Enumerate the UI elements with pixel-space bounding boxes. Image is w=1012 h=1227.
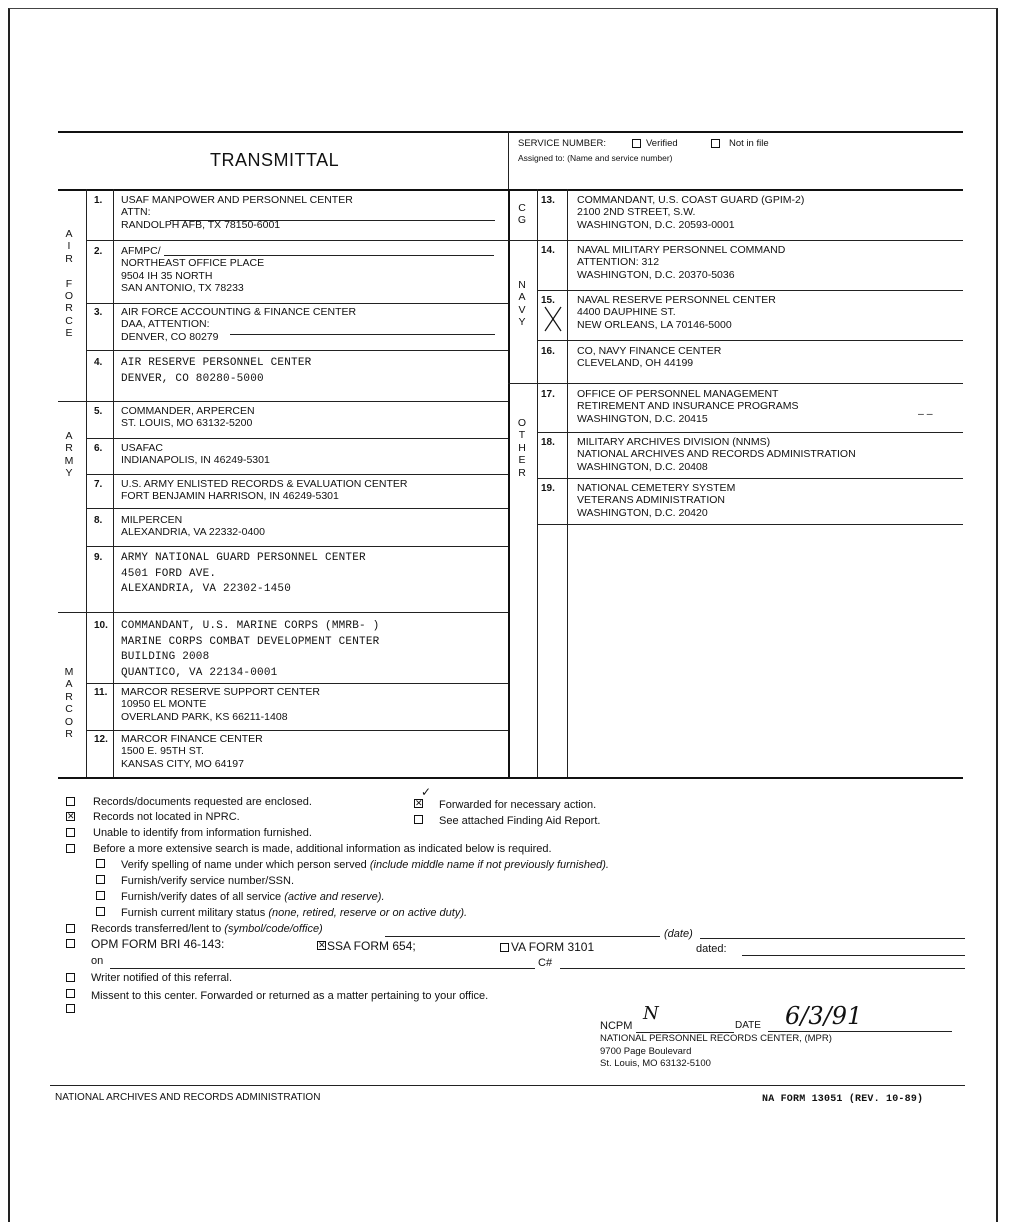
on-fill-line[interactable] <box>110 968 535 969</box>
left-entry-address[interactable] <box>121 306 356 343</box>
address-line: AIR RESERVE PERSONNEL CENTER <box>121 357 312 369</box>
address-line: QUANTICO, VA 22134-0001 <box>121 666 278 679</box>
address-line: 10950 EL MONTE <box>121 698 207 711</box>
row-sep <box>537 340 963 341</box>
header-divider <box>508 131 509 189</box>
address-line: 4501 FORD AVE. <box>121 567 217 580</box>
address-line: U.S. ARMY ENLISTED RECORDS & EVALUATION CENTER <box>121 478 408 490</box>
right-entry-address[interactable] <box>577 194 804 231</box>
furnish-dates-label: Furnish/verify dates of all service (active and reserve). <box>121 891 385 903</box>
address-line: ATTENTION: 312 <box>577 256 660 269</box>
footer-form-id: NA FORM 13051 (REV. 10-89) <box>762 1094 924 1105</box>
address-line: MILITARY ARCHIVES DIVISION (NNMS) <box>577 436 771 448</box>
right-entry-address[interactable] <box>577 294 776 331</box>
address-line: NORTHEAST OFFICE PLACE <box>121 257 265 270</box>
address-line: MARINE CORPS COMBAT DEVELOPMENT CENTER <box>121 635 380 648</box>
row-sep <box>86 508 508 509</box>
address-line: VETERANS ADMINISTRATION <box>577 494 725 507</box>
address-line: RANDOLPH AFB, TX 78150-6001 <box>121 218 281 231</box>
address-line: 2100 2ND STREET, S.W. <box>577 206 696 219</box>
right-num-divider <box>537 189 538 777</box>
left-entry-address[interactable] <box>121 405 255 430</box>
branch-army: A R M Y <box>64 430 74 480</box>
right-entry-address[interactable] <box>577 244 785 281</box>
before-checkbox[interactable] <box>66 844 75 853</box>
forwarded-label: Forwarded for necessary action. <box>439 799 597 811</box>
transferred-label: Records transferred/lent to (symbol/code/office) <box>91 923 323 935</box>
address-line: USAF MANPOWER AND PERSONNEL CENTER <box>121 194 353 206</box>
dated-fill-line[interactable] <box>742 955 965 956</box>
furnish-dates-checkbox[interactable] <box>96 891 105 900</box>
finding-aid-checkbox[interactable] <box>414 815 423 824</box>
furnish-ssn-checkbox[interactable] <box>96 875 105 884</box>
ncpm-value: N <box>643 1003 659 1024</box>
address-line: NAVAL RESERVE PERSONNEL CENTER <box>577 294 776 306</box>
right-entry-address[interactable] <box>577 345 721 370</box>
opm-checkbox[interactable] <box>66 939 75 948</box>
dated-label: dated: <box>696 943 727 955</box>
on-label: on <box>91 955 104 967</box>
right-entry-number: 18. <box>541 437 555 448</box>
address-line: St. Louis, MO 63132-5100 <box>600 1058 711 1069</box>
left-entry-address[interactable] <box>121 442 270 467</box>
address-line: ALEXANDRIA, VA 22332-0400 <box>121 526 265 539</box>
left-entry-number: 2. <box>94 246 103 257</box>
right-entry-number: 17. <box>541 389 555 400</box>
row-sep <box>86 438 508 439</box>
left-num-divider <box>86 189 87 777</box>
afmpc-fill-line[interactable] <box>164 255 494 256</box>
address-line: COMMANDANT, U.S. MARINE CORPS (MMRB- ) <box>121 620 380 632</box>
left-entry-address[interactable] <box>121 551 366 598</box>
address-line: NATIONAL ARCHIVES AND RECORDS ADMINISTRATION <box>577 448 856 461</box>
address-line: ST. LOUIS, MO 63132-5200 <box>121 417 253 430</box>
verify-spelling-label: Verify spelling of name under which person served (include middle name if not previously furnished). <box>121 859 609 871</box>
row-sep <box>86 546 508 547</box>
address-line: 9504 IH 35 NORTH <box>121 269 213 282</box>
left-entry-number: 10. <box>94 620 108 631</box>
address-line: INDIANAPOLIS, IN 46249-5301 <box>121 454 270 467</box>
left-entry-number: 3. <box>94 307 103 318</box>
left-entry-address[interactable] <box>121 194 353 231</box>
records-center-address <box>600 1033 832 1071</box>
row-sep <box>537 432 963 433</box>
writer-checkbox[interactable] <box>66 973 75 982</box>
address-line: NATIONAL CEMETERY SYSTEM <box>577 482 736 494</box>
service-number-label: SERVICE NUMBER: <box>518 138 606 149</box>
address-line: 9700 Page Boulevard <box>600 1045 692 1057</box>
address-line: RETIREMENT AND INSURANCE PROGRAMS <box>577 400 799 413</box>
left-entry-number: 4. <box>94 357 103 368</box>
address-line: MARCOR RESERVE SUPPORT CENTER <box>121 686 320 698</box>
right-text-divider <box>567 189 568 777</box>
left-text-divider <box>113 189 114 777</box>
left-entry-address[interactable] <box>121 245 264 294</box>
header-top-rule <box>58 131 963 133</box>
date-fill-line[interactable] <box>700 938 965 939</box>
branch-other: O T H E R <box>517 417 527 479</box>
row-sep <box>537 478 963 479</box>
right-entry-number: 19. <box>541 483 555 494</box>
address-line: CO, NAVY FINANCE CENTER <box>577 345 722 357</box>
header-bottom-rule <box>58 189 963 191</box>
row-sep <box>86 474 508 475</box>
not-located-label: Records not located in NPRC. <box>93 811 240 823</box>
daa-attention-fill-line[interactable] <box>230 334 495 335</box>
address-line: WASHINGTON, D.C. 20420 <box>577 506 708 519</box>
left-entry-address[interactable] <box>121 686 320 723</box>
furnish-status-checkbox[interactable] <box>96 907 105 916</box>
va-checkbox[interactable] <box>500 943 509 952</box>
furnish-ssn-label: Furnish/verify service number/SSN. <box>121 875 294 887</box>
left-entry-address[interactable] <box>121 356 311 387</box>
address-line: COMMANDANT, U.S. COAST GUARD (GPIM-2) <box>577 194 805 206</box>
before-label: Before a more extensive search is made, additional information as indicated below is required. <box>93 843 552 855</box>
date-note: (date) <box>664 928 693 940</box>
left-entry-address[interactable] <box>121 733 263 770</box>
address-line: OFFICE OF PERSONNEL MANAGEMENT <box>577 388 779 400</box>
date-value: 6/3/91 <box>785 1002 863 1030</box>
transferred-fill-line[interactable] <box>385 936 660 937</box>
enclosed-checkbox[interactable] <box>66 797 75 806</box>
branch-sep <box>508 240 963 241</box>
table-bottom-rule <box>58 777 963 779</box>
opm-label: OPM FORM BRI 46-143: <box>91 937 225 951</box>
left-entry-number: 8. <box>94 515 103 526</box>
left-entry-number: 9. <box>94 552 103 563</box>
address-line: WASHINGTON, D.C. 20593-0001 <box>577 218 735 231</box>
forwarded-checkmark: ✓ <box>421 785 432 799</box>
address-line: USAFAC <box>121 442 164 454</box>
furnish-status-label: Furnish current military status (none, retired, reserve or on active duty). <box>121 907 468 919</box>
right-entry-address[interactable] <box>577 436 856 473</box>
ssa-label: SSA FORM 654; <box>327 939 416 953</box>
footer-rule <box>50 1085 965 1086</box>
right-entry-number: 15. <box>541 295 555 306</box>
address-line: CLEVELAND, OH 44199 <box>577 357 694 370</box>
right-entry-number: 14. <box>541 245 555 256</box>
address-line: OVERLAND PARK, KS 66211-1408 <box>121 710 288 723</box>
address-line: BUILDING 2008 <box>121 651 210 663</box>
ssa-checkbox[interactable]: ✕ <box>318 940 326 950</box>
not-located-checkbox[interactable]: ✕ <box>67 811 75 821</box>
center-divider <box>508 189 510 777</box>
address-line: FORT BENJAMIN HARRISON, IN 46249-5301 <box>121 490 339 503</box>
address-line: NAVAL MILITARY PERSONNEL COMMAND <box>577 244 786 256</box>
c-num-label: C# <box>538 957 553 969</box>
address-line: COMMANDER, ARPERCEN <box>121 405 255 417</box>
assigned-to-label: Assigned to: (Name and service number) <box>518 153 673 163</box>
branch-sep <box>58 401 508 402</box>
left-entry-number: 1. <box>94 195 103 206</box>
attn-fill-line[interactable] <box>170 220 495 221</box>
address-line: NEW ORLEANS, LA 70146-5000 <box>577 318 732 331</box>
writer-label: Writer notified of this referral. <box>91 972 233 984</box>
address-line: DAA, ATTENTION: <box>121 318 210 331</box>
address-line: ATTN: <box>121 206 151 219</box>
address-line: NATIONAL PERSONNEL RECORDS CENTER, (MPR) <box>600 1033 832 1044</box>
branch-marcor: M A R C O R <box>64 666 74 741</box>
verified-checkbox[interactable] <box>632 139 641 148</box>
left-entry-number: 5. <box>94 406 103 417</box>
left-entry-address[interactable] <box>121 619 379 681</box>
left-entry-number: 7. <box>94 479 103 490</box>
branch-sep <box>508 383 963 384</box>
branch-sep <box>58 612 508 613</box>
left-entry-number: 12. <box>94 734 108 745</box>
not-in-file-checkbox[interactable] <box>711 139 720 148</box>
address-line: KANSAS CITY, MO 64197 <box>121 757 244 770</box>
address-line: WASHINGTON, D.C. 20370-5036 <box>577 268 735 281</box>
right-entry-address[interactable] <box>577 388 799 425</box>
row-sep <box>86 303 508 304</box>
address-line: MARCOR FINANCE CENTER <box>121 733 263 745</box>
address-line: 4400 DAUPHINE ST. <box>577 306 676 319</box>
branch-cg: C G <box>517 202 527 227</box>
branch-navy: N A V Y <box>518 279 526 329</box>
address-line: WASHINGTON, D.C. 20415 <box>577 412 708 425</box>
row-sep <box>86 240 508 241</box>
ncpm-label: NCPM <box>600 1020 633 1032</box>
address-line: AIR FORCE ACCOUNTING & FINANCE CENTER <box>121 306 357 318</box>
forwarded-checkbox[interactable]: ✕ <box>415 798 423 808</box>
address-line: DENVER, CO 80279 <box>121 330 219 343</box>
stray-marks: – – <box>918 408 933 420</box>
va-label: VA FORM 3101 <box>511 940 595 954</box>
unable-label: Unable to identify from information furnished. <box>93 827 312 839</box>
transferred-checkbox[interactable] <box>66 924 75 933</box>
footer-agency: NATIONAL ARCHIVES AND RECORDS ADMINISTRATION <box>55 1092 321 1103</box>
left-entry-number: 6. <box>94 443 103 454</box>
address-line: WASHINGTON, D.C. 20408 <box>577 460 708 473</box>
left-entry-address[interactable] <box>121 478 407 503</box>
row-sep <box>86 730 508 731</box>
row-sep <box>537 524 963 525</box>
date-sign-fill-line[interactable] <box>768 1031 952 1032</box>
verify-spelling-checkbox[interactable] <box>96 859 105 868</box>
address-line: ALEXANDRIA, VA 22302-1450 <box>121 583 292 595</box>
right-entry-address[interactable] <box>577 482 735 519</box>
not-in-file-label: Not in file <box>729 138 769 149</box>
address-line: 1500 E. 95TH ST. <box>121 745 204 758</box>
row-sep <box>86 683 508 684</box>
c-num-fill-line[interactable] <box>560 968 965 969</box>
row-sep <box>537 290 963 291</box>
address-line: SAN ANTONIO, TX 78233 <box>121 281 244 294</box>
address-line: AFMPC/ <box>121 245 161 257</box>
address-line: MILPERCEN <box>121 514 183 526</box>
enclosed-label: Records/documents requested are enclosed. <box>93 796 312 808</box>
address-line: ARMY NATIONAL GUARD PERSONNEL CENTER <box>121 552 366 564</box>
right-entry-number: 13. <box>541 195 555 206</box>
form-title: TRANSMITTAL <box>210 150 340 170</box>
extra-checkbox[interactable] <box>66 1004 75 1013</box>
left-entry-address[interactable] <box>121 514 265 539</box>
verified-label: Verified <box>646 138 678 149</box>
missent-label: Missent to this center. Forwarded or returned as a matter pertaining to your office. <box>91 990 489 1002</box>
missent-checkbox[interactable] <box>66 989 75 998</box>
unable-checkbox[interactable] <box>66 828 75 837</box>
address-line: DENVER, CO 80280-5000 <box>121 372 264 385</box>
left-entry-number: 11. <box>94 687 108 698</box>
row-sep <box>86 350 508 351</box>
date-label: DATE <box>735 1020 761 1031</box>
right-entry-number: 16. <box>541 346 555 357</box>
branch-air-force: A I R F O R C E <box>64 228 74 340</box>
entry-15-x-mark <box>543 305 563 333</box>
finding-aid-label: See attached Finding Aid Report. <box>439 815 601 827</box>
